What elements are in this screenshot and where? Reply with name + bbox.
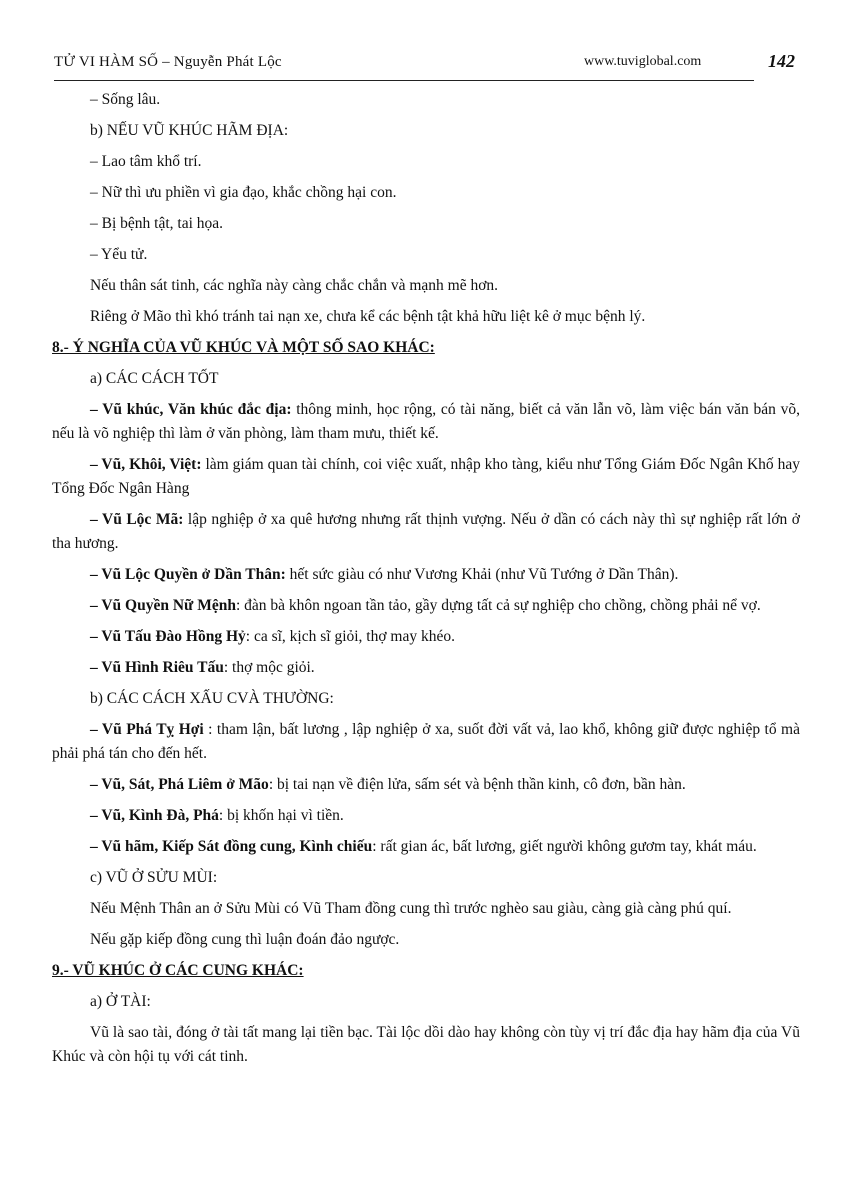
subheading-c: c) VŨ Ở SỬU MÙI:	[90, 869, 218, 886]
paragraph: Nếu thân sát tinh, các nghĩa này càng chắc chắn và mạnh mẽ hơn.	[90, 277, 499, 294]
list-item	[52, 804, 800, 828]
term: – Vũ, Sát, Phá Liêm ở Mão	[90, 776, 269, 793]
term-description: : ca sĩ, kịch sĩ giỏi, thợ may khéo.	[245, 628, 456, 645]
term-description: thông minh, học rộng, có tài năng, biết cả văn lẫn võ, làm việc bán văn bán võ, nếu là võ nghiệp thì làm ở văn phòng, làm tham mưu, thiết kế.	[52, 401, 800, 442]
list-item: – Nữ thì ưu phiền vì gia đạo, khắc chồng hại con.	[90, 184, 397, 201]
header-title: TỬ VI HÀM SỐ – Nguyễn Phát Lộc	[54, 54, 282, 70]
term-description: : tham lận, bất lương , lập nghiệp ở xa, suốt đời vất vả, lao khổ, không giữ được nghiệp tổ mà phải phá tán cho đến hết.	[52, 721, 800, 762]
list-item	[52, 453, 800, 501]
list-item	[52, 656, 800, 680]
term: – Vũ Hình Riêu Tấu	[90, 659, 224, 676]
list-item	[52, 773, 800, 797]
term-description: lập nghiệp ở xa quê hương nhưng rất thịnh vượng. Nếu ở dần có cách này thì sự nghiệp rất lớn ở tha hương.	[52, 511, 800, 552]
term-description: : bị khốn hại vì tiền.	[218, 807, 344, 824]
list-item	[52, 835, 800, 859]
subheading-b: b) CÁC CÁCH XẤU CVÀ THƯỜNG:	[90, 690, 334, 707]
term-description: : thợ mộc giỏi.	[223, 659, 315, 676]
subheading-a: a) Ở TÀI:	[90, 993, 151, 1010]
list-item	[52, 508, 800, 556]
term: – Vũ Quyền Nữ Mệnh	[90, 597, 236, 614]
term-description: hết sức giàu có như Vương Khải (như Vũ Tướng ở Dần Thân).	[285, 566, 679, 583]
term: – Vũ, Khôi, Việt:	[90, 456, 202, 473]
term: – Vũ Lộc Mã:	[90, 511, 184, 528]
paragraph: Nếu Mệnh Thân an ở Sửu Mùi có Vũ Tham đồng cung thì trước nghèo sau giàu, càng già càng phú quí.	[90, 900, 732, 917]
paragraph: Nếu gặp kiếp đồng cung thì luận đoán đảo ngược.	[90, 931, 400, 948]
list-item	[52, 398, 800, 446]
term: – Vũ Lộc Quyền ở Dần Thân:	[90, 566, 286, 583]
list-item	[52, 594, 800, 618]
page-header	[54, 52, 804, 82]
term: – Vũ, Kình Đà, Phá	[90, 807, 219, 824]
list-item: – Sống lâu.	[90, 91, 161, 108]
term: – Vũ hãm, Kiếp Sát đồng cung, Kình chiếu	[90, 838, 373, 855]
list-item: – Bị bệnh tật, tai họa.	[90, 215, 224, 232]
section-heading-9: 9.- VŨ KHÚC Ở CÁC CUNG KHÁC:	[52, 962, 304, 979]
header-website: www.tuviglobal.com	[584, 54, 702, 69]
list-item	[52, 563, 800, 587]
list-item: – Lao tâm khổ trí.	[90, 153, 202, 170]
term-description: làm giám quan tài chính, coi việc xuất, nhập kho tàng, kiểu như Tổng Giám Đốc Ngân Khố hay Tổng Đốc Ngân Hàng	[52, 456, 800, 497]
term: – Vũ khúc, Văn khúc đắc địa:	[90, 401, 292, 418]
list-item	[52, 718, 800, 766]
list-item: – Yểu tử.	[90, 246, 148, 263]
list-item	[52, 625, 800, 649]
section-heading-8: 8.- Ý NGHĨA CỦA VŨ KHÚC VÀ MỘT SỐ SAO KHÁC:	[52, 339, 435, 356]
paragraph: Riêng ở Mão thì khó tránh tai nạn xe, chưa kể các bệnh tật khả hữu liệt kê ở mục bệnh lý.	[90, 308, 646, 325]
header-rule	[54, 80, 754, 81]
term: – Vũ Tấu Đào Hồng Hỷ	[90, 628, 246, 645]
term-description: : đàn bà khôn ngoan tần tảo, gầy dựng tất cả sự nghiệp cho chồng, chồng phải nể vợ.	[235, 597, 761, 614]
subheading-b: b) NẾU VŨ KHÚC HÃM ĐỊA:	[90, 122, 289, 139]
term-description: : rất gian ác, bất lương, giết người không gươm tay, khát máu.	[372, 838, 757, 855]
page-body	[52, 88, 800, 1069]
paragraph: Vũ là sao tài, đóng ở tài tất mang lại tiền bạc. Tài lộc dồi dào hay không còn tùy vị trí đắc địa hay hãm địa của Vũ Khúc và còn hội tụ với cát tinh.	[52, 1024, 800, 1065]
term: – Vũ Phá Tỵ Hợi	[90, 721, 204, 738]
page-number: 142	[768, 51, 795, 71]
term-description: : bị tai nạn về điện lửa, sấm sét và bệnh thần kinh, cô đơn, bần hàn.	[268, 776, 686, 793]
subheading-a: a) CÁC CÁCH TỐT	[90, 370, 219, 387]
